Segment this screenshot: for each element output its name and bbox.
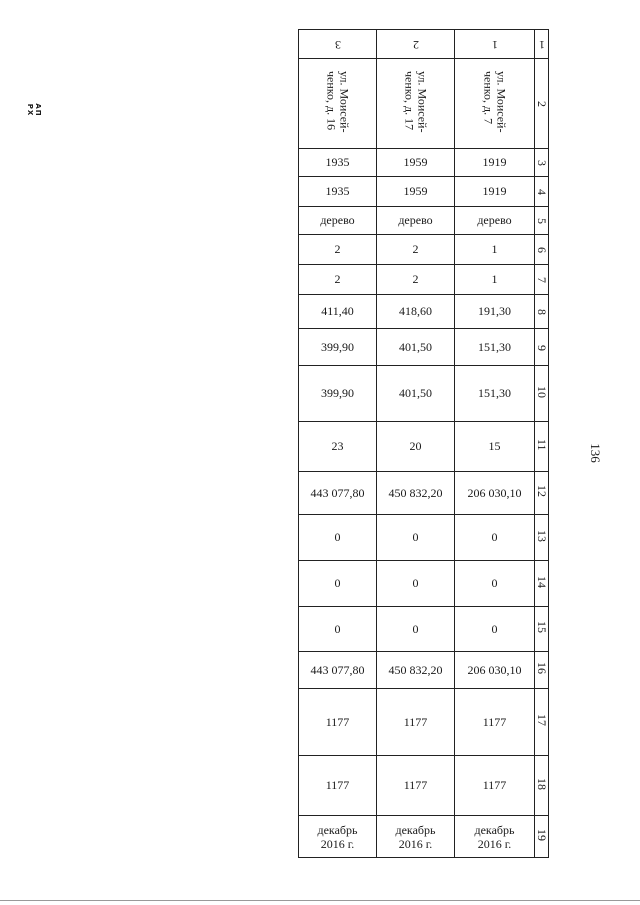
- table-cell: 399,90: [299, 366, 377, 422]
- table-cell: 0: [455, 607, 535, 652]
- table-cell: 401,50: [377, 329, 455, 366]
- table-cell: 3: [299, 30, 377, 59]
- column-number: 15: [535, 607, 549, 652]
- table-cell: 1935: [299, 149, 377, 177]
- table-cell: декабрь 2016 г.: [299, 816, 377, 858]
- column-number: 8: [535, 295, 549, 329]
- table-cell: 1: [455, 30, 535, 59]
- table-cell: 1935: [299, 177, 377, 207]
- table-row: [299, 235, 549, 265]
- table-cell: 191,30: [455, 295, 535, 329]
- column-number: 7: [535, 265, 549, 295]
- table-cell: 0: [455, 515, 535, 561]
- table-row: [299, 329, 549, 366]
- table-cell: 206 030,10: [455, 652, 535, 689]
- table-row: [299, 59, 549, 149]
- table-cell: 1177: [299, 756, 377, 816]
- table-cell: 0: [299, 515, 377, 561]
- table-row: [299, 689, 549, 756]
- table-cell: 1177: [377, 756, 455, 816]
- table-row: [299, 607, 549, 652]
- table-row: [299, 652, 549, 689]
- table-cell: 151,30: [455, 329, 535, 366]
- table-cell: 1: [455, 235, 535, 265]
- table-cell: дерево: [455, 207, 535, 235]
- table-cell: 1177: [299, 689, 377, 756]
- table-cell: 20: [377, 422, 455, 472]
- table-cell: 0: [299, 607, 377, 652]
- table-cell: 23: [299, 422, 377, 472]
- page-number: 136: [588, 443, 603, 463]
- table-row: [299, 30, 549, 59]
- table-row: [299, 149, 549, 177]
- column-number: 3: [535, 149, 549, 177]
- table-cell: 1959: [377, 149, 455, 177]
- column-number: 5: [535, 207, 549, 235]
- table-cell: 2: [377, 235, 455, 265]
- archive-stamp: АП РХ: [26, 103, 42, 117]
- table-row: [299, 756, 549, 816]
- table-cell: 450 832,20: [377, 652, 455, 689]
- table-cell: 15: [455, 422, 535, 472]
- table-cell: декабрь 2016 г.: [455, 816, 535, 858]
- table-row: [299, 472, 549, 515]
- table-cell: 399,90: [299, 329, 377, 366]
- table-row: [299, 177, 549, 207]
- column-number: 19: [535, 816, 549, 858]
- table-cell: 443 077,80: [299, 652, 377, 689]
- column-number: 9: [535, 329, 549, 366]
- houses-table: [298, 29, 549, 858]
- column-number: 11: [535, 422, 549, 472]
- table-row: [299, 816, 549, 858]
- address-cell: ул. Моисей- ченко, д. 17: [377, 59, 455, 149]
- address-cell: ул. Моисей- ченко, д. 7: [455, 59, 535, 149]
- table-cell: 0: [299, 561, 377, 607]
- table-cell: 418,60: [377, 295, 455, 329]
- table-row: [299, 207, 549, 235]
- table-cell: 1: [455, 265, 535, 295]
- table-cell: декабрь 2016 г.: [377, 816, 455, 858]
- column-number: 14: [535, 561, 549, 607]
- table-cell: 1919: [455, 149, 535, 177]
- column-number: 4: [535, 177, 549, 207]
- table-cell: 2: [377, 30, 455, 59]
- table-row: [299, 265, 549, 295]
- table-row: [299, 422, 549, 472]
- table-cell: 1177: [455, 689, 535, 756]
- table-cell: 0: [377, 607, 455, 652]
- address-cell: ул. Моисей- ченко, д. 16: [299, 59, 377, 149]
- column-number: 10: [535, 366, 549, 422]
- column-number: 16: [535, 652, 549, 689]
- table-cell: 450 832,20: [377, 472, 455, 515]
- table-cell: 151,30: [455, 366, 535, 422]
- table-cell: 411,40: [299, 295, 377, 329]
- page-bottom-divider: [0, 900, 640, 901]
- table-cell: 0: [377, 515, 455, 561]
- table-cell: 1177: [455, 756, 535, 816]
- table-row: [299, 295, 549, 329]
- table-row: [299, 515, 549, 561]
- table-cell: 2: [299, 265, 377, 295]
- table-cell: 206 030,10: [455, 472, 535, 515]
- table-cell: 1959: [377, 177, 455, 207]
- column-number: 6: [535, 235, 549, 265]
- column-number: 13: [535, 515, 549, 561]
- table-cell: 2: [299, 235, 377, 265]
- table-row: [299, 561, 549, 607]
- column-number: 18: [535, 756, 549, 816]
- table-cell: дерево: [299, 207, 377, 235]
- column-number: 17: [535, 689, 549, 756]
- table-cell: 2: [377, 265, 455, 295]
- column-number: 2: [535, 59, 549, 149]
- table-row: [299, 366, 549, 422]
- table-cell: 443 077,80: [299, 472, 377, 515]
- table-cell: 1177: [377, 689, 455, 756]
- table-cell: 401,50: [377, 366, 455, 422]
- table-cell: 0: [377, 561, 455, 607]
- column-number: 12: [535, 472, 549, 515]
- column-number: 1: [535, 30, 549, 59]
- table-cell: 1919: [455, 177, 535, 207]
- table-cell: дерево: [377, 207, 455, 235]
- table-cell: 0: [455, 561, 535, 607]
